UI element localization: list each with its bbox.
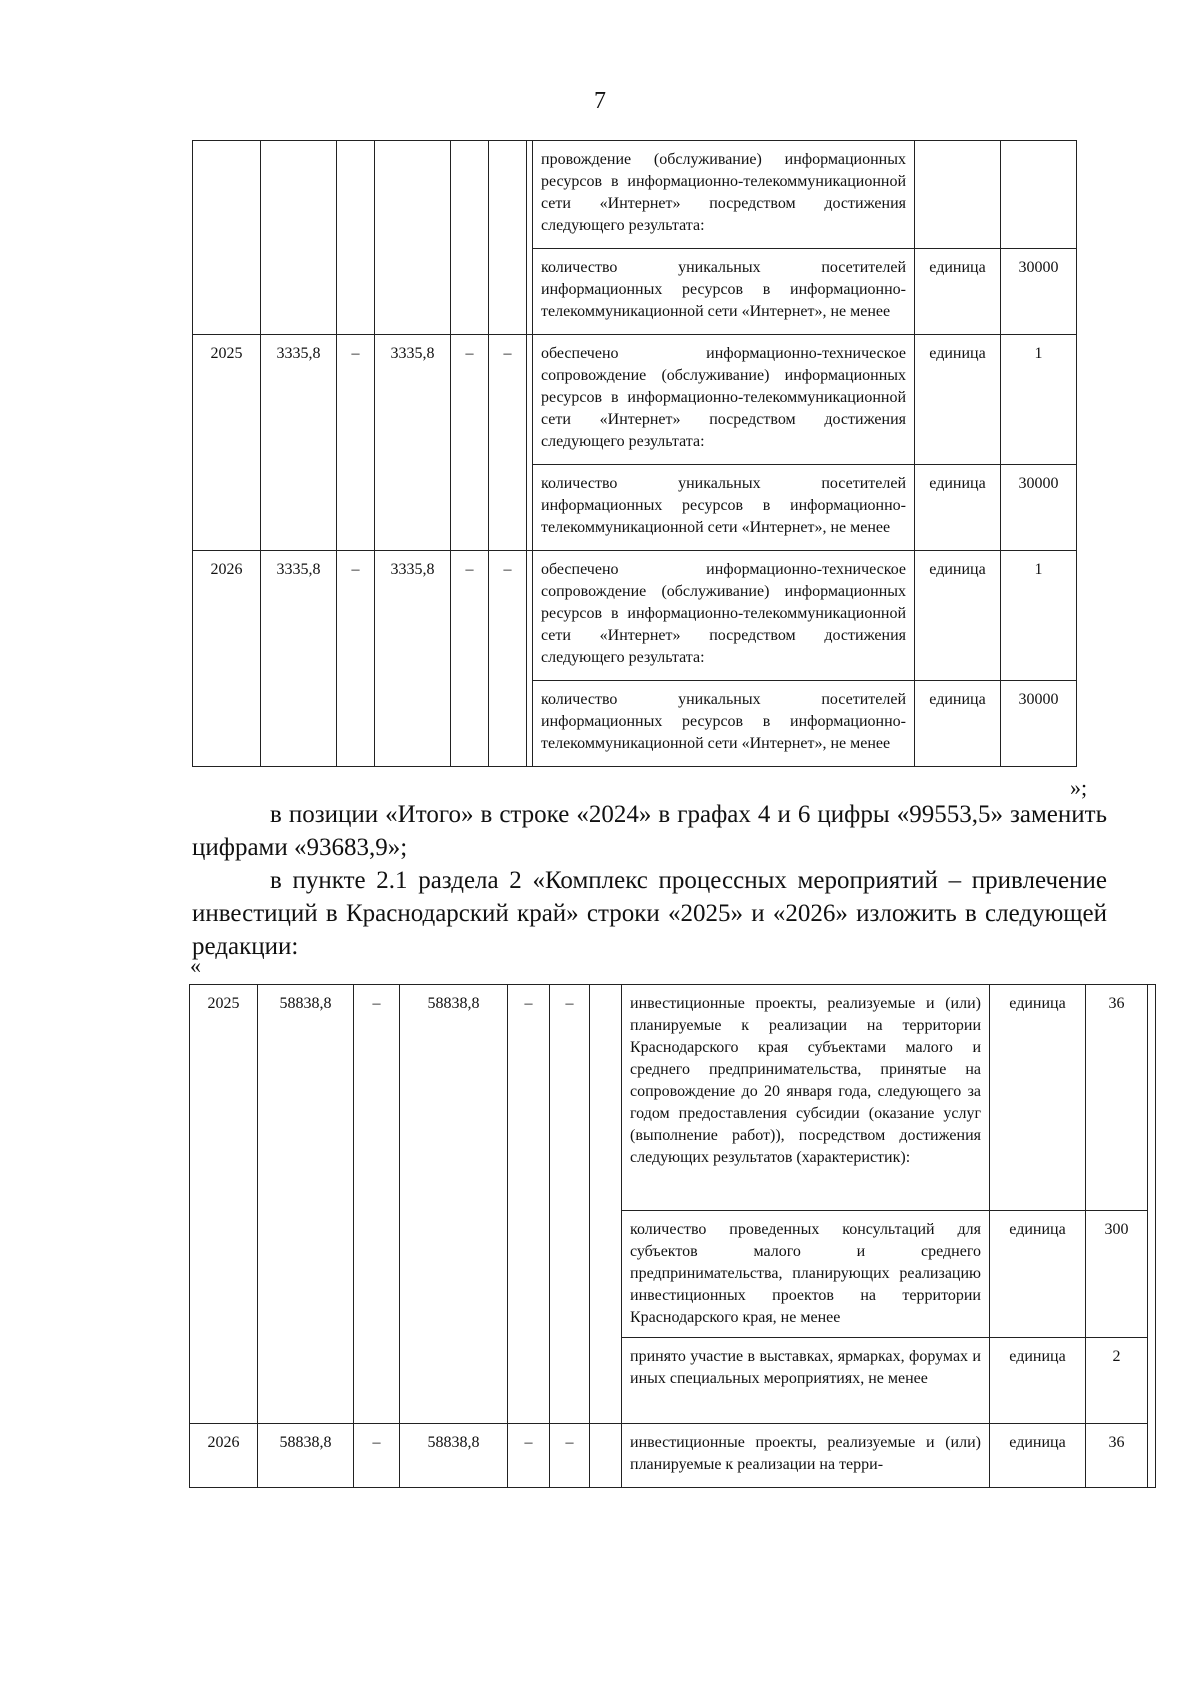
regional-budget-cell (375, 141, 451, 335)
result-description-cell: инвестиционные проекты, реализуемые и (или) планируемые к реализации на территории Краснодарского края субъектами малого и среднего предпринимательства, принятые на сопровождение до 20 января года, следующего за годом предоставления субсидии (оказание услуг (выполнение работ)), посредством достижения следующих результатов (характеристик): (622, 985, 990, 1211)
federal-budget-cell: – (354, 985, 400, 1424)
result-description-cell: провождение (обслуживание) информационных ресурсов в информационно-телекоммуникационной сети «Интернет» посредством достижения следующего результата: (533, 141, 915, 249)
closing-quote: »; (1070, 775, 1088, 800)
local-budget-cell: – (451, 335, 489, 551)
value-cell: 1 (1001, 335, 1077, 465)
unit-cell: единица (990, 1211, 1086, 1338)
table-row (190, 985, 1156, 1211)
other-sources-cell: – (489, 335, 527, 551)
amendment-paragraph-1-text: в позиции «Итого» в строке «2024» в графах 4 и 6 цифры «99553,5» заменить цифрами «93683,9»; (192, 801, 1107, 861)
value-cell: 30000 (1001, 465, 1077, 551)
federal-budget-cell: – (337, 551, 375, 767)
unit-cell: единица (990, 1424, 1086, 1488)
unit-cell: единица (915, 681, 1001, 767)
amount-total-cell: 3335,8 (261, 335, 337, 551)
amount-total-cell: 58838,8 (258, 1424, 354, 1488)
regional-budget-cell: 3335,8 (375, 335, 451, 551)
year-cell (193, 141, 261, 335)
value-cell: 30000 (1001, 249, 1077, 335)
regional-budget-cell: 3335,8 (375, 551, 451, 767)
amount-total-cell: 58838,8 (258, 985, 354, 1424)
indicator-cell: количество уникальных посетителей информационных ресурсов в информационно-телекоммуникационной сети «Интернет», не менее (533, 249, 915, 335)
amount-total-cell: 3335,8 (261, 551, 337, 767)
value-cell: 2 (1086, 1338, 1148, 1424)
unit-cell (915, 141, 1001, 249)
indicator-cell: количество уникальных посетителей информационных ресурсов в информационно-телекоммуникационной сети «Интернет», не менее (533, 465, 915, 551)
year-cell: 2026 (190, 1424, 258, 1488)
unit-cell: единица (915, 335, 1001, 465)
local-budget-cell (451, 141, 489, 335)
other-sources-cell: – (489, 551, 527, 767)
right-edge-column (1148, 985, 1156, 1488)
results-table-investment (189, 984, 1156, 1488)
value-cell: 1 (1001, 551, 1077, 681)
local-budget-cell: – (451, 551, 489, 767)
federal-budget-cell: – (337, 335, 375, 551)
indicator-cell: принято участие в выставках, ярмарках, форумах и иных специальных мероприятиях, не менее (622, 1338, 990, 1424)
table-row (193, 551, 1077, 681)
spacer-column (590, 1424, 622, 1488)
amendment-paragraph-2 (192, 864, 1107, 963)
value-cell: 30000 (1001, 681, 1077, 767)
unit-cell: единица (990, 1338, 1086, 1424)
amendment-paragraph-2-text: в пункте 2.1 раздела 2 «Комплекс процессных мероприятий – привлечение инвестиций в Краснодарский край» строки «2025» и «2026» изложить в следующей редакции: (192, 867, 1107, 960)
result-description-cell: обеспечено информационно-техническое сопровождение (обслуживание) информационных ресурсов в информационно-телекоммуникационной сети «Интернет» посредством достижения следующего результата: (533, 335, 915, 465)
result-description-cell: обеспечено информационно-техническое сопровождение (обслуживание) информационных ресурсов в информационно-телекоммуникационной сети «Интернет» посредством достижения следующего результата: (533, 551, 915, 681)
indicator-cell: количество уникальных посетителей информационных ресурсов в информационно-телекоммуникационной сети «Интернет», не менее (533, 681, 915, 767)
value-cell (1001, 141, 1077, 249)
amount-total-cell (261, 141, 337, 335)
other-sources-cell (489, 141, 527, 335)
table-row (190, 1424, 1156, 1488)
year-cell: 2025 (190, 985, 258, 1424)
unit-cell: единица (915, 551, 1001, 681)
unit-cell: единица (990, 985, 1086, 1211)
results-table-continuation (192, 140, 1077, 767)
table-row (193, 335, 1077, 465)
other-sources-cell: – (550, 1424, 590, 1488)
value-cell: 300 (1086, 1211, 1148, 1338)
unit-cell: единица (915, 465, 1001, 551)
regional-budget-cell: 58838,8 (400, 1424, 508, 1488)
value-cell: 36 (1086, 1424, 1148, 1488)
unit-cell: единица (915, 249, 1001, 335)
amendment-paragraph-1 (192, 798, 1107, 864)
table-row (193, 141, 1077, 249)
page-number: 7 (594, 88, 606, 114)
local-budget-cell: – (508, 985, 550, 1424)
opening-quote: « (190, 953, 201, 978)
regional-budget-cell: 58838,8 (400, 985, 508, 1424)
result-description-cell: инвестиционные проекты, реализуемые и (или) планируемые к реализации на терри- (622, 1424, 990, 1488)
value-cell: 36 (1086, 985, 1148, 1211)
indicator-cell: количество проведенных консультаций для субъектов малого и среднего предпринимательства, планирующих реализацию инвестиционных проектов на территории Краснодарского края, не менее (622, 1211, 990, 1338)
year-cell: 2025 (193, 335, 261, 551)
year-cell: 2026 (193, 551, 261, 767)
federal-budget-cell: – (354, 1424, 400, 1488)
local-budget-cell: – (508, 1424, 550, 1488)
federal-budget-cell (337, 141, 375, 335)
spacer-column (590, 985, 622, 1424)
other-sources-cell: – (550, 985, 590, 1424)
